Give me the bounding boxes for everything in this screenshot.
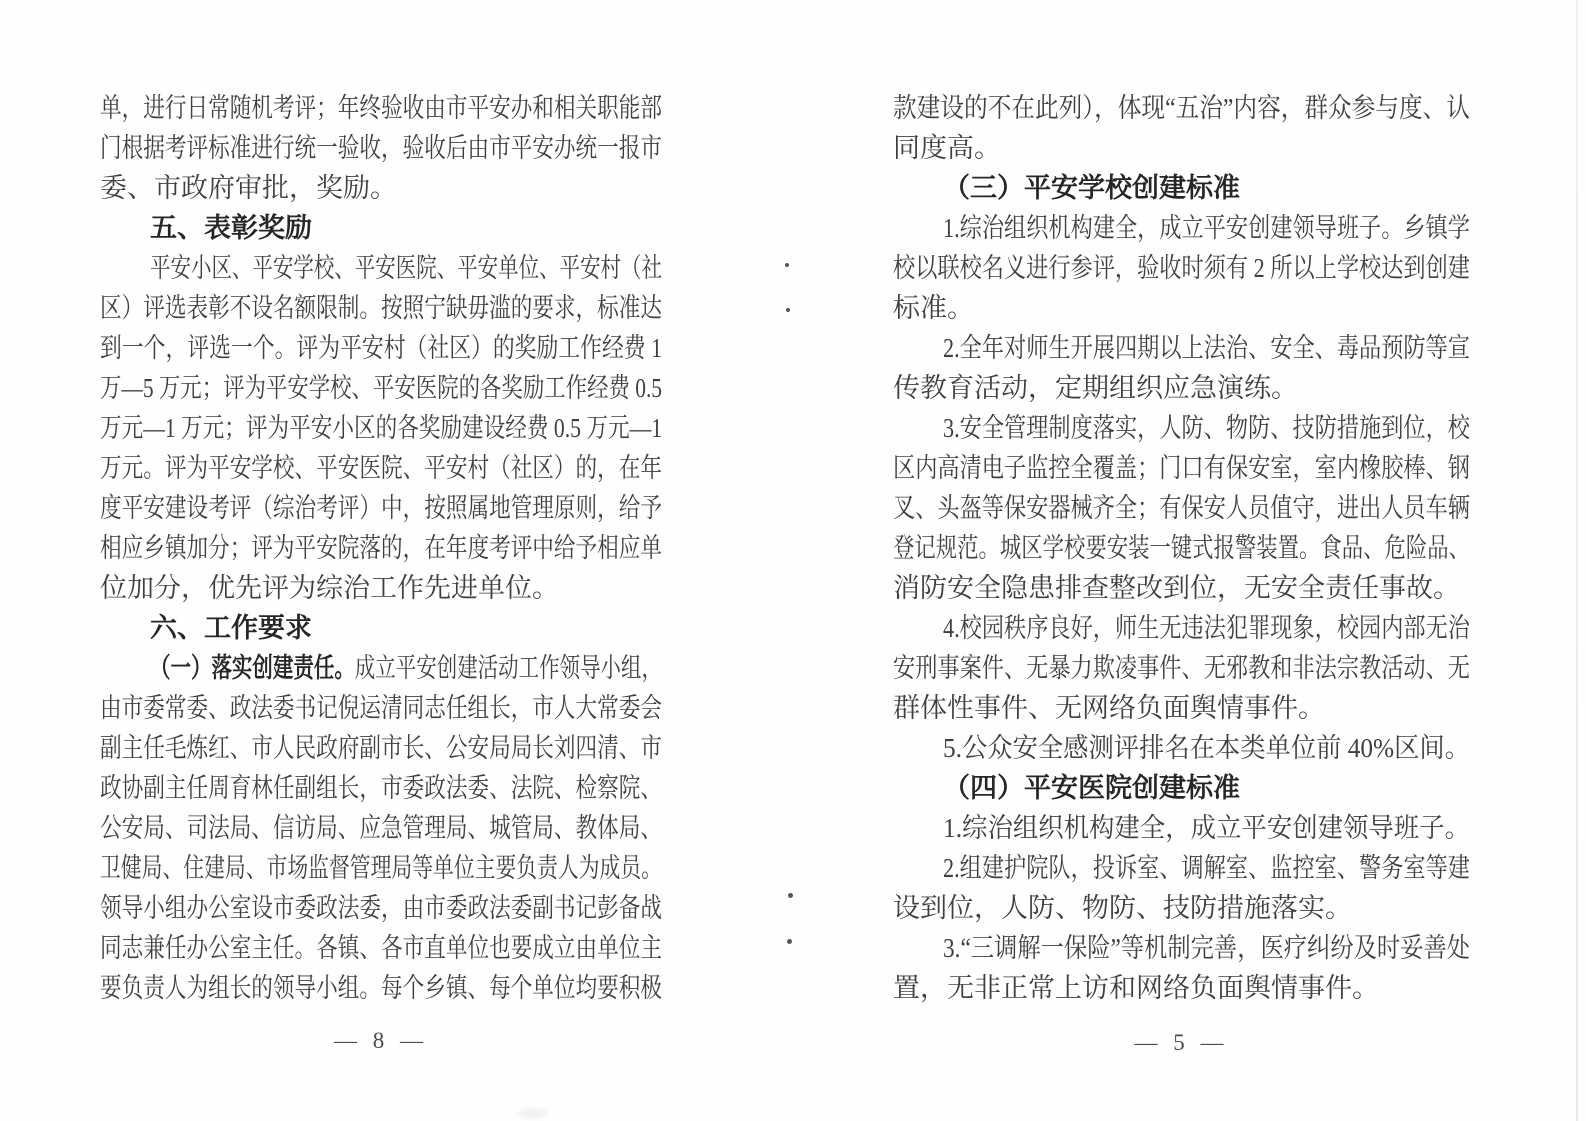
text-line-content: 1.综治组织机构建全，成立平安创建领导班子。乡镇学 xyxy=(943,213,1470,243)
text-line-content: 五、表彰奖励 xyxy=(150,213,312,243)
text-line xyxy=(893,248,1470,288)
text-line-content: 消防安全隐患排查整改到位，无安全责任事故。 xyxy=(893,573,1460,603)
text-line-content: 叉、头盔等保安器械齐全；有保安人员值守，进出人员车辆 xyxy=(893,493,1470,523)
text-line xyxy=(893,568,1470,608)
page-number-left: — 8 — xyxy=(334,1028,428,1053)
text-line-content: 4.校园秩序良好，师生无违法犯罪现象，校园内部无治 xyxy=(943,613,1470,643)
text-line-content: 委、市政府审批，奖励。 xyxy=(100,173,397,203)
text-line-content: 万元。评为平安学校、平安医院、平安村（社区）的，在年 xyxy=(100,453,662,483)
text-line-content: 设到位，人防、物防、技防措施落实。 xyxy=(893,893,1352,923)
text-line-content: （四）平安医院创建标准 xyxy=(943,773,1240,803)
page-number-right: — 5 — xyxy=(1134,1030,1229,1055)
text-line xyxy=(100,128,662,168)
heading-line xyxy=(100,608,662,648)
text-line-content: 3.“三调解一保险”等机制完善，医疗纠纷及时妥善处 xyxy=(943,933,1470,963)
text-line xyxy=(100,568,662,608)
text-line xyxy=(893,528,1470,568)
text-line xyxy=(893,968,1470,1008)
text-line-content: 款建设的不在此列），体现“五治”内容，群众参与度、认 xyxy=(893,93,1470,123)
text-line-content: 副主任毛炼红、市人民政府副市长、公安局局长刘四清、市 xyxy=(100,733,662,763)
text-line xyxy=(100,168,662,208)
text-line xyxy=(100,888,662,928)
text-line-content: 公安局、司法局、信访局、应急管理局、城管局、教体局、 xyxy=(100,813,662,843)
text-line xyxy=(100,328,662,368)
scan-speck xyxy=(786,308,790,312)
text-line-content: 同度高。 xyxy=(893,133,1001,163)
text-line xyxy=(100,928,662,968)
text-line-content: 5.公众安全感测评排名在本类单位前 40%区间。 xyxy=(943,733,1470,763)
text-line xyxy=(100,848,662,888)
text-line-content: 门根据考评标准进行统一验收，验收后由市平安办统一报市 xyxy=(100,133,662,163)
text-line xyxy=(100,488,662,528)
text-line-content: 2.全年对师生开展四期以上法治、安全、毒品预防等宣 xyxy=(943,333,1470,363)
text-line-content: 登记规范。城区学校要安装一键式报警装置。食品、危险品、 xyxy=(893,533,1470,563)
text-line xyxy=(893,88,1470,128)
text-line xyxy=(893,488,1470,528)
scan-speck xyxy=(785,263,789,267)
text-line-content: 群体性事件、无网络负面舆情事件。 xyxy=(893,693,1325,723)
heading-line xyxy=(893,168,1470,208)
text-line-content: （一）落实创建责任。成立平安创建活动工作领导小组， xyxy=(150,653,662,683)
text-line xyxy=(893,728,1470,768)
scan-smudge xyxy=(518,1109,548,1118)
text-line xyxy=(893,888,1470,928)
text-line xyxy=(100,528,662,568)
text-line-content: 相应乡镇加分；评为平安院落的，在年度考评中给予相应单 xyxy=(100,533,662,563)
heading-line xyxy=(100,208,662,248)
text-line xyxy=(100,968,662,1008)
text-line xyxy=(100,368,662,408)
text-line xyxy=(100,248,662,288)
text-line-content: 六、工作要求 xyxy=(150,613,312,643)
text-line xyxy=(100,768,662,808)
text-line xyxy=(893,648,1470,688)
text-line xyxy=(100,448,662,488)
text-line-content: 到一个，评选一个。评为平安村（社区）的奖励工作经费 1 xyxy=(100,333,662,363)
text-line xyxy=(100,808,662,848)
text-line-content: 区内高清电子监控全覆盖；门口有保安室，室内橡胶棒、钢 xyxy=(893,453,1470,483)
text-line xyxy=(893,928,1470,968)
bold-run: （一）落实创建责任。 xyxy=(150,653,355,683)
text-line-content: 3.安全管理制度落实，人防、物防、技防措施到位，校 xyxy=(943,413,1470,443)
text-line xyxy=(100,288,662,328)
right-page-text-column xyxy=(893,88,1470,1008)
text-line xyxy=(100,728,662,768)
text-line-content: 标准。 xyxy=(893,293,974,323)
text-line-content: 万元—1 万元；评为平安小区的各奖励建设经费 0.5 万元—1 xyxy=(100,413,662,443)
text-line xyxy=(100,688,662,728)
text-line-content: 同志兼任办公室主任。各镇、各市直单位也要成立由单位主 xyxy=(100,933,662,963)
text-line-content: 要负责人为组长的领导小组。每个乡镇、每个单位均要积极 xyxy=(100,973,662,1003)
text-line xyxy=(893,808,1470,848)
text-line xyxy=(893,208,1470,248)
text-line xyxy=(893,408,1470,448)
text-line xyxy=(893,288,1470,328)
text-line-content: 校以联校名义进行参评，验收时须有 2 所以上学校达到创建 xyxy=(893,253,1470,283)
text-line-content: 领导小组办公室设市委政法委，由市委政法委副书记彭备战 xyxy=(100,893,662,923)
text-line xyxy=(100,88,662,128)
text-line-content: 由市委常委、政法委书记倪运清同志任组长，市人大常委会 xyxy=(100,693,662,723)
text-line-content: 政协副主任周育林任副组长，市委政法委、法院、检察院、 xyxy=(100,773,662,803)
page-edge-shadow xyxy=(1576,0,1578,1121)
text-line-content: 度平安建设考评（综治考评）中，按照属地管理原则，给予 xyxy=(100,493,662,523)
text-line-content: 平安小区、平安学校、平安医院、平安单位、平安村（社 xyxy=(150,253,662,283)
scan-speck xyxy=(787,939,792,944)
text-line-content: （三）平安学校创建标准 xyxy=(943,173,1240,203)
text-line-content: 安刑事案件、无暴力欺凌事件、无邪教和非法宗教活动、无 xyxy=(893,653,1470,683)
text-line xyxy=(100,408,662,448)
text-line xyxy=(893,608,1470,648)
text-line-content: 置，无非正常上访和网络负面舆情事件。 xyxy=(893,973,1379,1003)
text-line xyxy=(893,448,1470,488)
text-line xyxy=(893,328,1470,368)
text-line-content: 2.组建护院队，投诉室、调解室、监控室、警务室等建 xyxy=(943,853,1470,883)
scan-speck xyxy=(788,893,793,898)
heading-line xyxy=(893,768,1470,808)
text-line-content: 位加分，优先评为综治工作先进单位。 xyxy=(100,573,559,603)
text-line xyxy=(893,128,1470,168)
text-line xyxy=(893,368,1470,408)
text-line xyxy=(100,648,662,688)
text-line-content: 1.综治组织机构建全，成立平安创建领导班子。 xyxy=(943,813,1470,843)
text-line-content: 卫健局、住建局、市场监督管理局等单位主要负责人为成员。 xyxy=(100,853,662,883)
text-line-content: 单，进行日常随机考评；年终验收由市平安办和相关职能部 xyxy=(100,93,662,123)
text-line-content: 传教育活动，定期组织应急演练。 xyxy=(893,373,1298,403)
left-page-text-column xyxy=(100,88,662,1008)
text-line xyxy=(893,688,1470,728)
text-line-content: 区）评选表彰不设名额限制。按照宁缺毋滥的要求，标准达 xyxy=(100,293,662,323)
text-line xyxy=(893,848,1470,888)
text-line-content: 万—5 万元；评为平安学校、平安医院的各奖励工作经费 0.5 xyxy=(100,373,662,403)
